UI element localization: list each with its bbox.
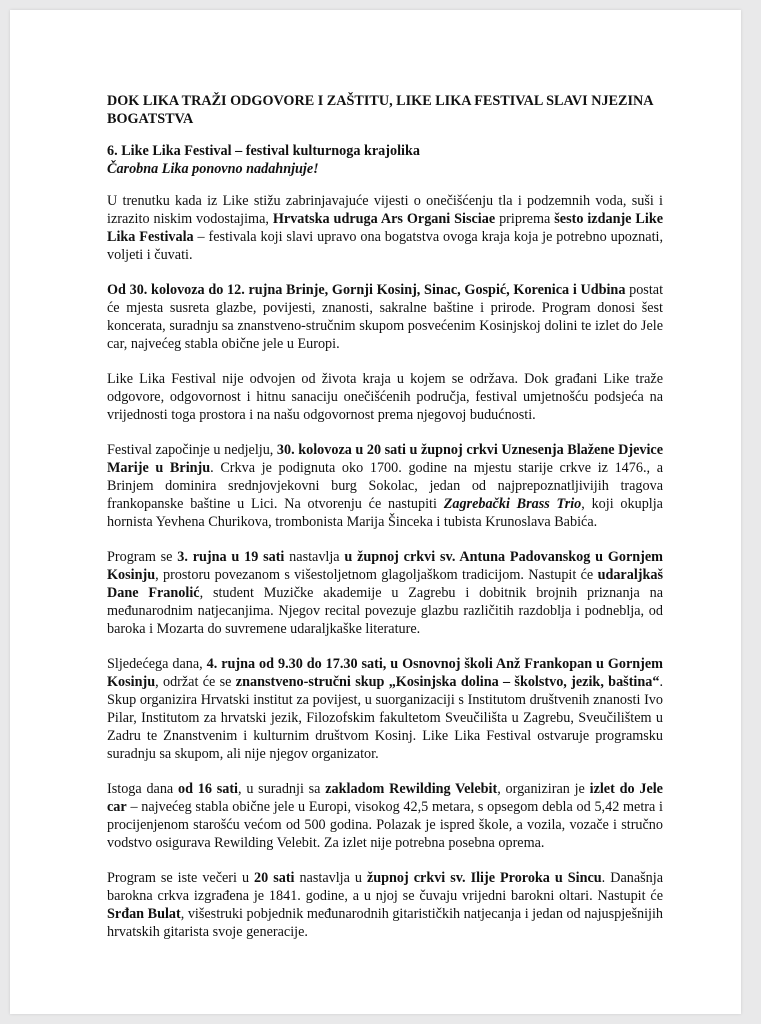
text: priprema xyxy=(495,211,555,227)
text: nastavlja xyxy=(284,549,345,565)
event-time: 20 sati xyxy=(254,870,295,886)
text: , organiziran je xyxy=(497,781,590,797)
text: – najvećeg stabla obične jele u Europi, visokog 42,5 metara, s opsegom debla od 5,42 metra i procijenjenom starošću većom od 500 godina. Polazak je ispred škole, a vozila, vozače i stručno vodstvo osigurava Rewilding Velebit. Za izlet nije potrebna posebna oprema. xyxy=(107,799,663,851)
document-page xyxy=(10,10,741,1014)
paragraph-excursion xyxy=(107,780,663,852)
event-place: u župnoj crkvi sv. Antuna Padovanskog u Gornjem Kosinju xyxy=(107,549,663,583)
document-body xyxy=(107,92,663,958)
event-time: 3. rujna u 19 sati xyxy=(177,549,285,565)
event-time-place: 4. rujna od 9.30 do 17.30 sati, u Osnovnoj školi Anž Frankopan u Gornjem Kosinju xyxy=(107,656,663,690)
text: – festivala koji slavi upravo ona bogatstva ovoga kraja koja je potrebno upoznati, voljeti i čuvati. xyxy=(107,229,663,263)
text: , održat će se xyxy=(155,674,236,690)
text: . Crkva je podignuta oko 1700. godine na mjestu starije crkve iz 1476., a Brinjem dominira srednjovjekovni burg Sokolac, jedan od najprepoznatljivijih tragova frankopanske baštine u Lici. Na otvorenju će nastupiti xyxy=(107,460,663,512)
event-name: izlet do Jele car xyxy=(107,781,663,815)
text: , student Muzičke akademije u Zagrebu i dobitnik brojnih priznanja na međunarodnim natjecanjima. Njegov recital povezuje glazbu različitih razdoblja i podneblja, od baroka i Mozarta do suvremene udaraljkaške literature. xyxy=(107,585,663,637)
paragraph-dates xyxy=(107,281,663,353)
document-title: DOK LIKA TRAŽI ODGOVORE I ZAŠTITU, LIKE LIKA FESTIVAL SLAVI NJEZINA BOGATSTVA xyxy=(107,93,653,127)
text: U trenutku kada iz Like stižu zabrinjavajuće vijesti o onečišćenju tla i podzemnih voda, suši i izrazito niskim vodostajima, xyxy=(107,193,663,227)
paragraph-sinac-concert xyxy=(107,869,663,941)
dates-locations: Od 30. kolovoza do 12. rujna Brinje, Gornji Kosinj, Sinac, Gospić, Korenica i Udbina xyxy=(107,282,626,298)
edition-name: šesto izdanje Like Lika Festivala xyxy=(107,211,664,245)
subtitle-block xyxy=(107,142,663,178)
event-time-place: 30. kolovoza u 20 sati u župnoj crkvi Uznesenja Blažene Djevice Marije u Brinju xyxy=(107,442,663,476)
text: Program se xyxy=(107,549,178,565)
event-time: od 16 sati xyxy=(178,781,238,797)
text: Festival započinje u nedjelju, xyxy=(107,442,277,458)
text: , prostoru povezanom s višestoljetnom glagoljaškom tradicijom. Nastupit će xyxy=(155,567,598,583)
text: , u suradnji sa xyxy=(238,781,326,797)
paragraph-context: Like Lika Festival nije odvojen od života kraja u kojem se održava. Dok građani Like traže odgovore, odgovornost i hitnu sanaciju onečišćenih područja, festival umjetnošću podsjeća na vrijednosti toga prostora i na našu odgovornost prema njegovoj budućnosti. xyxy=(107,371,663,423)
text: Istoga dana xyxy=(107,781,178,797)
paragraph-symposium xyxy=(107,655,663,763)
paragraph-intro xyxy=(107,192,663,264)
performer-name: udaraljkaš Dane Franolić xyxy=(107,567,663,601)
partner-name: zakladom Rewilding Velebit xyxy=(325,781,498,797)
event-name: znanstveno-stručni skup „Kosinjska dolina – školstvo, jezik, baština“ xyxy=(235,674,660,690)
text: . Skup organizira Hrvatski institut za povijest, u suorganizaciji s Institutom društvenih znanosti Ivo Pilar, Institutom za hrvatski jezik, Filozofskim fakultetom Sveučilišta u Zagrebu, Sveučilištem u Zadru te Znanstvenim i kulturnim društvom Kosinj. Like Lika Festival ostvaruje programsku suradnju sa skupom, ali nije njegov organizator. xyxy=(107,674,663,762)
org-name: Hrvatska udruga Ars Organi Sisciae xyxy=(272,211,496,227)
text: , koji okuplja hornista Yevhena Churikova, trombonista Marija Šinceka i tubista Krunoslava Babića. xyxy=(107,496,663,530)
text: . Današnja barokna crkva izgrađena je 1841. godine, a u njoj se čuvaju vrijedni barokni oltari. Nastupit će xyxy=(107,870,663,904)
text: Program se iste večeri u xyxy=(107,870,255,886)
event-place: župnoj crkvi sv. Ilije Proroka u Sincu xyxy=(366,870,602,886)
document-subtitle: 6. Like Lika Festival – festival kulturnoga krajolika xyxy=(107,143,420,159)
paragraph-opening xyxy=(107,441,663,531)
text: postat će mjesta susreta glazbe, povijesti, znanosti, sakralne baštine i prirode. Program donosi šest koncerata, suradnju sa znanstveno-stručnim skupom posvećenim Kosinjskoj dolini te izlet do Jele car, najvećeg stabla obične jele u Europi. xyxy=(107,282,664,352)
paragraph-kosinj-concert xyxy=(107,548,663,638)
document-tagline: Čarobna Lika ponovno nadahnjuje! xyxy=(107,161,319,177)
performer-name: Zagrebački Brass Trio xyxy=(443,496,582,512)
text: nastavlja u xyxy=(294,870,367,886)
text: , višestruki pobjednik međunarodnih gitarističkih natjecanja i jedan od najuspješnijih hrvatskih gitarista svoje generacije. xyxy=(107,906,664,940)
text: Sljedećega dana, xyxy=(107,656,207,672)
performer-name: Srđan Bulat xyxy=(107,906,181,922)
